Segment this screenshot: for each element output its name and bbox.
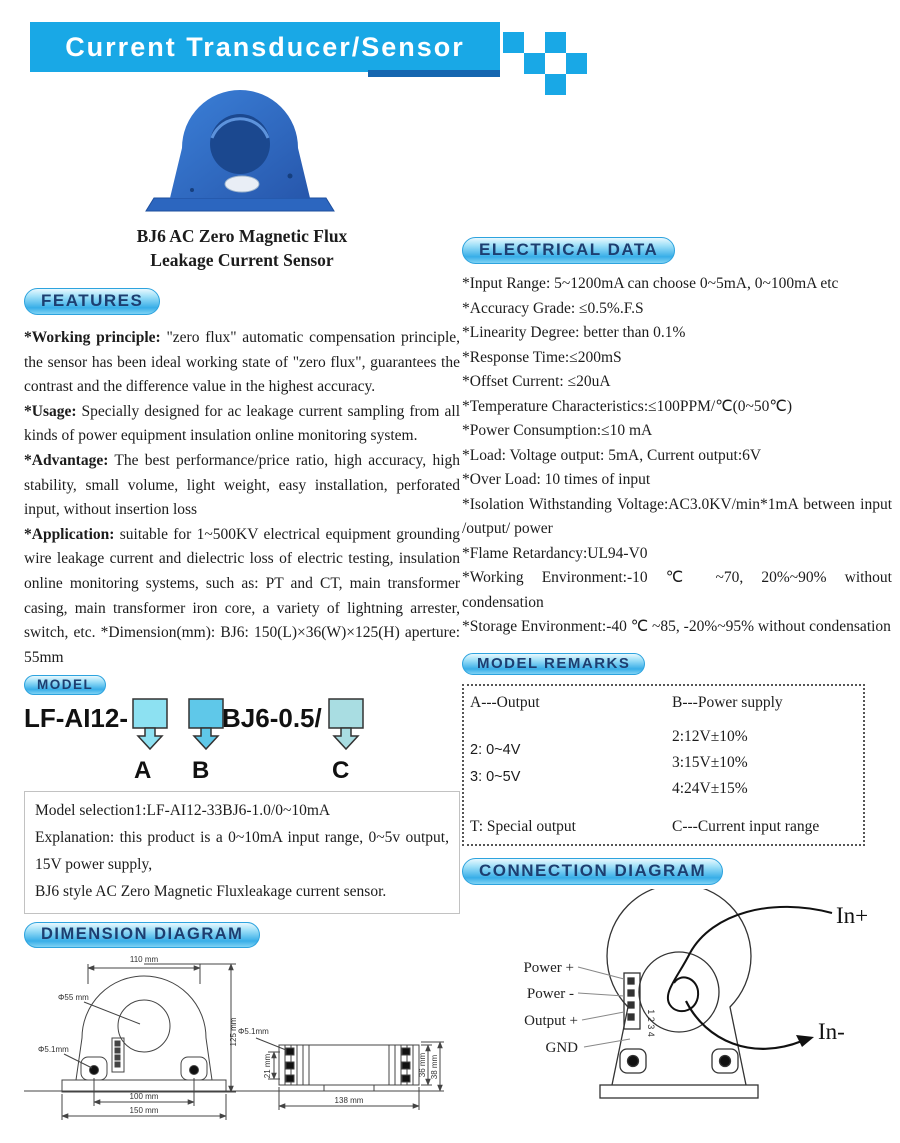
selection-line3: BJ6 style AC Zero Magnetic Fluxleakage current sensor. <box>35 883 387 901</box>
electrical-item: *Response Time:≤200mS <box>462 348 622 366</box>
remarks-a-option: 3: 0~5V <box>470 768 521 785</box>
electrical-item: *Linearity Degree: better than 0.1% <box>462 324 686 341</box>
pin-label-gnd: GND <box>545 1039 578 1056</box>
product-photo <box>140 78 365 218</box>
dim-front-base-width: 150 mm <box>129 1106 159 1116</box>
feature-paragraph: *Working principle: "zero flux" automatic compensation principle, the sensor has been ideal working state of "zero flux", guarantees the contrast and the difference value in the highest accuracy. <box>24 329 461 396</box>
connection-heading: CONNECTION DIAGRAM <box>462 858 723 885</box>
pin-label-power-plus: Power + <box>523 959 574 976</box>
electrical-item: *Temperature Characteristics:≤100PPM/℃(0~50℃) <box>462 397 792 415</box>
input-minus-label: In- <box>818 1018 845 1044</box>
product-label <box>225 176 259 192</box>
dimension-diagram <box>24 950 448 1122</box>
model-heading: MODEL <box>24 675 106 695</box>
electrical-item: *Accuracy Grade: ≤0.5%.F.S <box>462 299 644 317</box>
left-column <box>24 0 460 1127</box>
electrical-item: *Flame Retardancy:UL94-V0 <box>462 544 648 562</box>
product-aperture <box>210 114 270 174</box>
input-plus-label: In+ <box>836 902 869 928</box>
pin-numbers: 1 2 3 4 <box>646 1008 656 1037</box>
remarks-b-label: B---Power supply <box>672 693 783 711</box>
product-hole <box>288 174 293 179</box>
electrical-item: *Offset Current: ≤20uA <box>462 373 611 390</box>
product-title-line1: BJ6 AC Zero Magnetic Flux <box>136 226 348 246</box>
slot-label-b: B <box>192 757 210 785</box>
feature-paragraph: *Usage: Specially designed for ac leakage current sampling from all kinds of power equipment insulation online monitoring system. <box>24 402 460 445</box>
model-selection-box <box>24 791 460 914</box>
electrical-item: *Power Consumption:≤10 mA <box>462 422 653 439</box>
model-slot-c-icon <box>324 697 370 755</box>
features-heading: FEATURES <box>24 288 160 315</box>
side-view <box>24 1038 444 1110</box>
electrical-item: *Working Environment:-10 ℃ ~70, 20%~90% without condensation <box>462 569 892 611</box>
model-slot-a-icon <box>128 697 174 755</box>
dim-front-hole-span: 100 mm <box>129 1092 159 1102</box>
dim-side-body-width: 36 mm <box>418 1053 427 1078</box>
electrical-item: *Isolation Withstanding Voltage:AC3.0KV/min*1mA between input /output/ power <box>462 495 892 537</box>
model-prefix: LF-AI12- <box>24 703 128 734</box>
model-code-diagram <box>24 697 460 787</box>
pin-label-output-plus: Output + <box>524 1012 578 1029</box>
remarks-c-label: C---Current input range <box>672 817 820 835</box>
product-base <box>146 198 334 211</box>
pin-label-power-minus: Power - <box>526 985 574 1002</box>
model-infix: BJ6-0.5/ <box>222 703 322 734</box>
model-remarks-heading: MODEL REMARKS <box>462 653 645 675</box>
dim-side-pitch: 21 mm <box>263 1054 272 1079</box>
electrical-item: *Over Load: 10 times of input <box>462 471 651 488</box>
remarks-a-option: 2: 0~4V <box>470 741 521 758</box>
product-hole <box>190 188 194 192</box>
connection-diagram <box>462 889 892 1111</box>
sensor-outline <box>600 889 758 1098</box>
primary-wire <box>668 906 832 1048</box>
electrical-list <box>462 272 892 640</box>
electrical-item: *Storage Environment:-40 ℃ ~85, -20%~95% without condensation <box>462 618 891 635</box>
product-title <box>82 224 402 272</box>
electrical-item: *Input Range: 5~1200mA can choose 0~5mA, 0~100mA etc <box>462 275 839 292</box>
remarks-t-label: T: Special output <box>470 817 576 835</box>
product-title-line2: Leakage Current Sensor <box>150 250 334 270</box>
page-title: Current Transducer/Sensor <box>65 31 465 62</box>
electrical-item: *Load: Voltage output: 5mA, Current output:6V <box>462 446 762 464</box>
right-column <box>462 0 892 1116</box>
selection-line1: Model selection1:LF-AI12-33BJ6-1.0/0~10mA <box>35 802 331 820</box>
dim-side-overall-width: 38 mm <box>430 1055 439 1080</box>
dim-front-height: 125 mm <box>229 1017 238 1047</box>
electrical-heading: ELECTRICAL DATA <box>462 237 675 264</box>
dimension-heading: DIMENSION DIAGRAM <box>24 922 260 948</box>
remarks-b-option: 3:15V±10% <box>672 753 748 771</box>
dim-front-aperture: Φ55 mm <box>58 993 89 1003</box>
dim-side-hole: Φ5.1mm <box>238 1027 269 1037</box>
remarks-a-label: A---Output <box>470 693 540 711</box>
remarks-b-option: 4:24V±15% <box>672 779 748 797</box>
features-text <box>24 326 460 670</box>
dim-front-hole: Φ5.1mm <box>38 1045 69 1055</box>
selection-line2: Explanation: this product is a 0~10mA input range, 0~5v output, 15V power supply, <box>35 829 449 874</box>
feature-paragraph: *Advantage: The best performance/price ratio, high accuracy, high stability, small volume, light weight, easy installation, perforated input, without insertion loss <box>24 451 460 519</box>
model-remarks-table <box>462 684 865 846</box>
slot-label-a: A <box>134 757 152 785</box>
slot-label-c: C <box>332 757 350 785</box>
feature-paragraph: *Application: suitable for 1~500KV electrical equipment grounding wire leakage current and dielectric loss of electric testing, insulation online monitoring systems, such as: PT and CT, main transformer casing, main transformer iron core, a variety of lightning arrester, switch, etc. *Dimension(mm): BJ6: 150(L)×36(W)×125(H) aperture: 55mm <box>24 525 460 666</box>
dim-side-length: 138 mm <box>334 1096 364 1106</box>
remarks-b-option: 2:12V±10% <box>672 727 748 745</box>
dim-front-top-width: 110 mm <box>129 955 159 965</box>
